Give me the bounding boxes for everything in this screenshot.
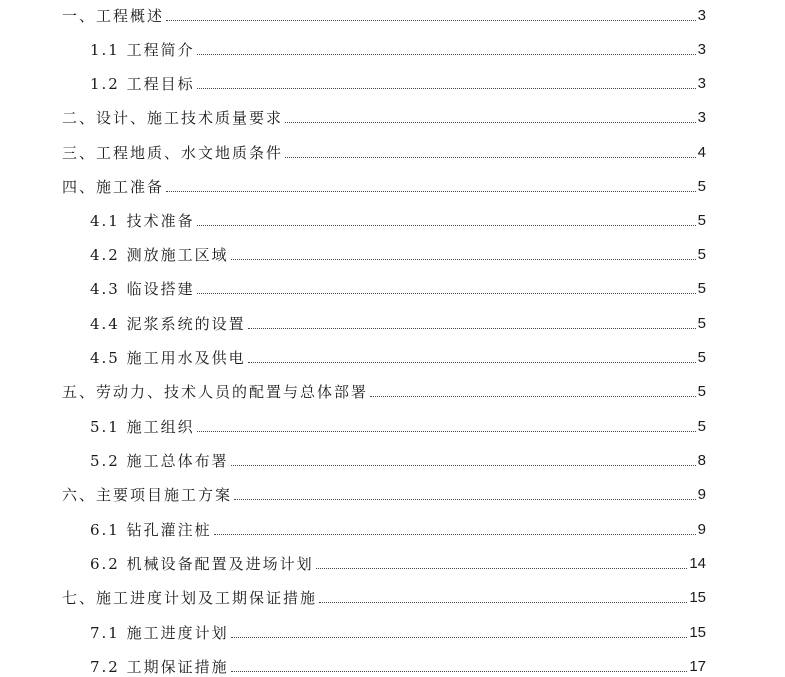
toc-entry-page: 3 (697, 7, 706, 24)
toc-entry[interactable] (90, 552, 706, 574)
toc-entry[interactable] (90, 518, 706, 540)
toc-entry[interactable] (90, 38, 706, 60)
dot-leader (197, 88, 696, 89)
dot-leader (285, 157, 696, 158)
toc-entry-title: 五、劳动力、技术人员的配置与总体部署 (62, 383, 369, 401)
dot-leader (316, 568, 688, 569)
toc-entry[interactable] (90, 415, 706, 437)
toc-entry[interactable] (62, 586, 706, 608)
toc-entry-page: 5 (697, 178, 706, 195)
toc-entry-page: 5 (697, 280, 706, 297)
toc-entry-page: 3 (697, 109, 706, 126)
toc-entry-title: 二、设计、施工技术质量要求 (62, 109, 284, 127)
toc-entry-title: 三、工程地质、水文地质条件 (62, 144, 284, 162)
toc-entry-page: 5 (697, 418, 706, 435)
toc-entry-title: 七、施工进度计划及工期保证措施 (62, 589, 318, 607)
dot-leader (231, 637, 688, 638)
toc-entry[interactable] (90, 277, 706, 299)
toc-entry[interactable] (90, 621, 706, 643)
dot-leader (197, 293, 696, 294)
toc-entry-page: 5 (697, 383, 706, 400)
toc-entry-title: 六、主要项目施工方案 (62, 486, 233, 504)
toc-entry-page: 15 (689, 624, 706, 641)
toc-entry-page: 8 (697, 452, 706, 469)
dot-leader (248, 328, 696, 329)
toc-entry-page: 9 (697, 486, 706, 503)
toc-entry[interactable] (62, 106, 706, 128)
dot-leader (319, 602, 687, 603)
toc-entry-page: 5 (697, 315, 706, 332)
toc-entry-page: 4 (697, 144, 706, 161)
toc-entry[interactable] (90, 72, 706, 94)
dot-leader (166, 20, 696, 21)
toc-entry-title: 4.3 临设搭建 (90, 280, 195, 298)
dot-leader (231, 259, 696, 260)
dot-leader (370, 396, 696, 397)
toc-entry-title: 4.2 测放施工区域 (90, 246, 229, 264)
toc-entry-title: 4.5 施工用水及供电 (90, 349, 246, 367)
toc-entry[interactable] (90, 449, 706, 471)
dot-leader (214, 534, 696, 535)
toc-entry[interactable] (62, 380, 706, 402)
toc-entry-page: 5 (697, 349, 706, 366)
toc-entry-title: 4.1 技术准备 (90, 212, 195, 230)
toc-entry[interactable] (90, 312, 706, 334)
toc-entry-page: 3 (697, 41, 706, 58)
toc-entry-page: 17 (689, 658, 706, 675)
dot-leader (166, 191, 696, 192)
toc-entry-title: 6.2 机械设备配置及进场计划 (90, 555, 314, 573)
dot-leader (285, 122, 696, 123)
toc-entry-title: 一、工程概述 (62, 7, 165, 25)
toc-entry-page: 9 (697, 521, 706, 538)
toc-entry[interactable] (62, 483, 706, 505)
toc-entry[interactable] (90, 346, 706, 368)
toc-entry[interactable] (62, 175, 706, 197)
toc-entry[interactable] (62, 4, 706, 26)
toc-entry[interactable] (62, 141, 706, 163)
toc-entry-title: 6.1 钻孔灌注桩 (90, 521, 212, 539)
dot-leader (197, 431, 696, 432)
dot-leader (197, 225, 696, 226)
toc-entry-page: 5 (697, 246, 706, 263)
toc-entry-page: 15 (689, 589, 706, 606)
toc-entry[interactable] (90, 209, 706, 231)
dot-leader (234, 499, 696, 500)
dot-leader (231, 671, 688, 672)
toc-entry[interactable] (90, 243, 706, 265)
toc-entry-title: 7.2 工期保证措施 (90, 658, 229, 676)
dot-leader (231, 465, 696, 466)
toc-entry-page: 5 (697, 212, 706, 229)
toc-entry-title: 7.1 施工进度计划 (90, 624, 229, 642)
toc-entry-title: 1.2 工程目标 (90, 75, 195, 93)
toc-entry-title: 5.1 施工组织 (90, 418, 195, 436)
toc-entry-title: 四、施工准备 (62, 178, 165, 196)
toc-entry-title: 4.4 泥浆系统的设置 (90, 315, 246, 333)
dot-leader (197, 54, 696, 55)
dot-leader (248, 362, 696, 363)
toc-entry-page: 14 (689, 555, 706, 572)
toc-entry-page: 3 (697, 75, 706, 92)
toc-entry[interactable] (90, 655, 706, 677)
toc-entry-title: 5.2 施工总体布署 (90, 452, 229, 470)
toc-entry-title: 1.1 工程简介 (90, 41, 195, 59)
